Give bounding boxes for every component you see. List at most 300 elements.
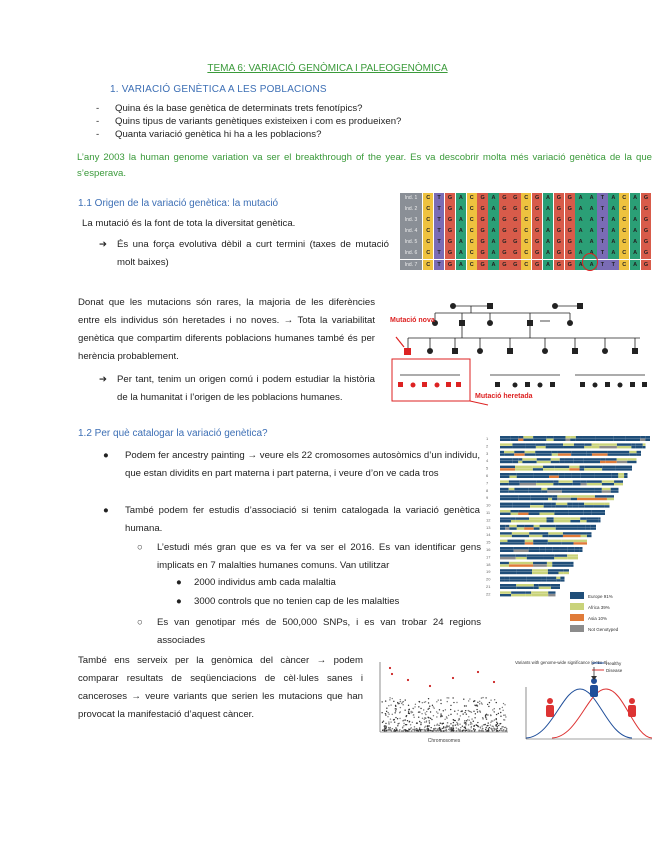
chromosome-segment [529,517,547,519]
chromosome-segment [540,525,556,527]
nucleotide: G [510,248,520,259]
manhattan-point [414,706,415,707]
nucleotide: T [597,226,607,237]
manhattan-point [409,721,410,722]
chromosome-segment [594,503,604,505]
chromosome-segment [500,535,512,537]
chromosome-number: 2 [486,443,489,449]
manhattan-point [424,721,425,722]
manhattan-point [462,713,463,714]
manhattan-significant-point [389,667,391,669]
nucleotide: G [565,193,575,204]
alignment-row-label: Ind. 4 [400,226,422,237]
chromosome-segment [569,466,579,468]
manhattan-point [473,721,474,722]
manhattan-point [477,722,478,723]
nucleotide: A [608,204,618,215]
manhattan-point [424,717,425,718]
manhattan-point [481,697,482,698]
manhattan-point [425,701,426,702]
alignment-row [400,237,652,248]
chromosome-segment [500,503,513,505]
manhattan-point [449,725,450,726]
chromosome-segment [552,564,570,566]
chromosome-segment [604,505,609,507]
chromosome-number: 21 [486,584,491,589]
bullet-ancestry: ● Podem fer ancestry painting → veure els 22 cromosomes autosòmics d’un individu, que estan dividits en part materna i part paterna, i veure d’on ve cada tros [103,447,480,483]
manhattan-point [403,725,404,726]
nucleotide: T [597,215,607,226]
dist-annotation: Variants with genome-wide significance (p<5e-8) [515,660,608,665]
chromosome-segment [600,461,606,463]
manhattan-point [470,727,471,728]
chromosome-segment [529,535,542,537]
section-heading-1: 1. VARIACIÓ GENÈTICA A LES POBLACIONS [110,84,327,95]
chromosome-segment [637,451,641,453]
manhattan-point [444,719,445,720]
manhattan-point [395,727,396,728]
chromosome-segment [530,503,544,505]
chromosome-segment [569,468,579,470]
chromosome-segment [583,458,600,460]
manhattan-point [489,727,490,728]
manhattan-point [457,710,458,711]
chromosome-segment [500,436,511,438]
manhattan-point [426,720,427,721]
manhattan-point [429,706,430,707]
chromosome-segment [560,577,564,579]
manhattan-point [418,711,419,712]
legend-label: Europe 91% [588,594,613,599]
nucleotide: G [499,248,509,259]
nucleotide: A [456,204,466,215]
chromosome-segment [531,498,544,500]
chromosome-number: 9 [486,495,489,501]
chromosome-segment [500,451,504,453]
chromosome-segment [570,517,580,519]
manhattan-point [430,711,431,712]
manhattan-point [387,716,388,717]
manhattan-point [435,730,436,731]
chromosome-segment [537,461,551,463]
chromosome-segment [512,532,529,534]
mutation-highlight-circle [582,253,598,271]
chromosome-segment [602,468,615,470]
chromosome-segment [514,488,528,490]
chromosome-segment [535,451,552,453]
nucleotide: G [565,248,575,259]
chromosome-segment [599,443,617,445]
nucleotide: G [641,248,651,259]
manhattan-point [494,699,495,700]
chromosome-segment [539,547,545,549]
manhattan-point [496,719,497,720]
chromosome-segment [540,527,556,529]
chromosome-segment [627,458,636,460]
nucleotide: C [423,215,433,226]
manhattan-point [436,701,437,702]
chromosome-segment [537,458,551,460]
chromosome-segment [520,480,536,482]
manhattan-point [385,723,386,724]
chromosome-segment [607,495,614,497]
nucleotide: A [456,248,466,259]
manhattan-point [389,697,390,698]
chromosome-segment [515,517,529,519]
chromosome-segment [511,594,526,596]
chromosome-segment [516,587,534,589]
manhattan-point [468,716,469,717]
nucleotide: A [575,260,585,271]
manhattan-point [477,702,478,703]
chromosome-segment [567,557,578,559]
manhattan-point [462,730,463,731]
chromosome-segment [520,483,536,485]
chromosome-segment [614,439,626,441]
manhattan-point [442,728,443,729]
manhattan-point [460,730,461,731]
chromosome-segment [500,527,505,529]
chromosome-segment [511,591,526,593]
nucleotide: G [477,215,487,226]
manhattan-point [468,724,469,725]
mutation-line: La mutació és la font de tota la diversitat genètica. [82,218,296,229]
manhattan-point [448,715,449,716]
manhattan-point [416,728,417,729]
chromosome-segment [595,476,612,478]
manhattan-point [454,710,455,711]
chromosome-number: 5 [486,465,489,471]
manhattan-point [467,730,468,731]
manhattan-point [464,720,465,721]
nucleotide: C [467,226,477,237]
manhattan-point [481,725,482,726]
nucleotide: C [423,193,433,204]
chromosome-segment [522,461,536,463]
manhattan-point [452,730,453,731]
chromosome-segment [591,527,596,529]
manhattan-point [500,716,501,717]
manhattan-point [395,706,396,707]
chromosome-segment [536,480,553,482]
chromosome-segment [518,439,523,441]
chromosome-segment [567,554,578,556]
manhattan-point [414,726,415,727]
manhattan-point [501,728,502,729]
manhattan-point [497,728,498,729]
manhattan-point [466,713,467,714]
chromosome-segment [576,439,583,441]
chromosome-segment [554,554,567,556]
manhattan-point [427,730,428,731]
manhattan-point [476,709,477,710]
chromosome-segment [573,505,579,507]
chromosome-number: 13 [486,524,491,530]
manhattan-point [390,727,391,728]
chromosome-segment [611,476,618,478]
chromosome-segment [548,591,555,593]
manhattan-point [445,709,446,710]
chromosome-segment [510,577,527,579]
chromosome-segment [565,461,573,463]
nucleotide: C [521,215,531,226]
chromosome-segment [562,488,578,490]
manhattan-point [455,724,456,725]
manhattan-point [391,730,392,731]
chromosome-segment [583,461,600,463]
manhattan-point [396,708,397,709]
nucleotide: G [641,193,651,204]
nucleotide: G [499,237,509,248]
nucleotide: C [467,215,477,226]
chromosome-segment [571,495,577,497]
chromosome-segment [509,525,516,527]
chromosome-segment [556,577,560,579]
manhattan-point [440,723,441,724]
alignment-row [400,193,652,204]
nucleotide: A [488,237,498,248]
manhattan-point [382,722,383,723]
manhattan-point [434,725,435,726]
chromosome-segment [554,436,566,438]
chromosome-segment [625,439,640,441]
nucleotide: A [586,237,596,248]
chromosome-segment [572,476,581,478]
chromosome-segment [547,577,557,579]
chromosome-segment [548,569,559,571]
chromosome-segment [640,439,645,441]
manhattan-point [394,712,395,713]
circle-bullet-icon: ○ [137,617,143,628]
manhattan-point [460,715,461,716]
nucleotide: G [554,237,564,248]
chromosome-number: 11 [486,510,491,515]
chromosome-segment [583,439,596,441]
manhattan-point [504,719,505,720]
chromosome-segment [541,579,547,581]
manhattan-significant-point [452,677,454,679]
chromosome-segment [539,550,545,552]
manhattan-point [422,718,423,719]
chromosome-segment [547,562,552,564]
manhattan-point [479,730,480,731]
manhattan-point [452,697,453,698]
chromosome-segment [584,466,602,468]
nucleotide: G [445,248,455,259]
chromosome-segment [554,439,566,441]
chromosome-segment [592,443,600,445]
chromosome-segment [544,557,555,559]
manhattan-point [452,725,453,726]
chromosome-segment [554,510,568,512]
manhattan-point [473,701,474,702]
manhattan-point [438,725,439,726]
chromosome-segment [500,564,509,566]
chromosome-segment [564,569,569,571]
chromosome-segment [544,503,551,505]
manhattan-point [415,704,416,705]
manhattan-point [440,699,441,700]
manhattan-point [487,730,488,731]
manhattan-point [421,713,422,714]
manhattan-point [492,720,493,721]
nucleotide: G [445,215,455,226]
pedigree-diagram [380,297,655,417]
ancestry-painting-figure [484,434,654,644]
manhattan-point [450,729,451,730]
chromosome-segment [627,468,632,470]
chromosome-segment [570,520,580,522]
manhattan-point [436,711,437,712]
chromosome-segment [592,446,600,448]
chromosome-segment [500,569,517,571]
manhattan-point [424,712,425,713]
chromosome-segment [557,495,570,497]
chromosome-segment [555,466,570,468]
chromosome-segment [543,535,549,537]
manhattan-point [385,700,386,701]
chromosome-segment [514,453,524,455]
manhattan-point [506,728,507,729]
manhattan-point [482,718,483,719]
nucleotide: C [467,248,477,259]
chromosome-segment [511,517,515,519]
chromosome-segment [500,513,511,515]
chromosome-segment [554,517,571,519]
nucleotide: T [434,215,444,226]
chromosome-segment [559,473,564,475]
chromosome-segment [583,510,591,512]
bullet-association: ● També podem fer estudis d’associació si tenim catalogada la variació genètica humana. [103,502,480,538]
manhattan-point [388,727,389,728]
manhattan-point [463,699,464,700]
chromosome-segment [516,554,527,556]
chromosome-segment [539,587,551,589]
chromosome-segment [515,466,533,468]
nucleotide: G [510,226,520,237]
manhattan-point [384,730,385,731]
chromosome-segment [500,490,509,492]
chromosome-segment [547,488,562,490]
chromosome-segment [571,451,587,453]
chromosome-segment [500,453,504,455]
chromosome-segment [526,579,541,581]
chromosome-segment [529,513,540,515]
alignment-row-label: Ind. 2 [400,204,422,215]
manhattan-point [465,705,466,706]
manhattan-point [503,729,504,730]
nucleotide: T [608,260,618,271]
chromosome-segment [526,443,536,445]
manhattan-point [494,708,495,709]
manhattan-point [408,713,409,714]
nucleotide: C [467,260,477,271]
alignment-row-label: Ind. 1 [400,193,422,204]
manhattan-point [430,718,431,719]
legend-swatch [570,592,584,599]
chromosome-segment [531,594,548,596]
chromosome-segment [548,498,552,500]
manhattan-point [461,711,462,712]
chromosome-segment [608,451,619,453]
nucleotide: T [597,260,607,271]
arrow-icon: ➔ [99,374,108,385]
chromosome-number: 8 [486,487,489,493]
nucleotide: A [488,260,498,271]
chromosome-segment [525,540,533,542]
chromosome-segment [618,473,624,475]
chromosome-segment [511,520,515,522]
legend-disease: Disease [606,668,623,673]
nucleotide: T [597,237,607,248]
manhattan-point [465,730,466,731]
nucleotide: G [641,237,651,248]
nucleotide: A [488,215,498,226]
chromosome-segment [517,572,532,574]
chromosome-segment [607,498,614,500]
manhattan-point [482,697,483,698]
chromosome-segment [578,525,585,527]
manhattan-point [491,728,492,729]
chromosome-segment [533,564,547,566]
nucleotide: G [554,215,564,226]
manhattan-point [502,707,503,708]
chromosome-segment [545,547,552,549]
nucleotide: A [608,226,618,237]
chromosome-segment [518,513,528,515]
manhattan-point [464,712,465,713]
chromosome-segment [636,446,643,448]
nucleotide: G [445,237,455,248]
manhattan-point [504,704,505,705]
chromosome-segment [564,473,572,475]
alignment-row [400,215,652,226]
legend-label: Not Genotyped [588,627,619,632]
chromosome-number: 7 [486,480,489,486]
chromosome-segment [529,488,542,490]
chromosome-segment [517,525,524,527]
chromosome-segment [587,451,592,453]
manhattan-point [418,730,419,731]
chromosome-segment [547,517,554,519]
chromosome-segment [500,525,505,527]
manhattan-point [402,730,403,731]
chromosome-segment [580,547,583,549]
manhattan-point [422,702,423,703]
manhattan-point [397,725,398,726]
chromosome-segment [549,476,559,478]
chromosome-segment [546,439,553,441]
manhattan-point [505,716,506,717]
chromosome-segment [500,495,510,497]
chromosome-segment [584,443,591,445]
chromosome-segment [594,505,604,507]
question-list [96,102,401,141]
manhattan-point [457,724,458,725]
manhattan-point [446,730,447,731]
nucleotide: T [434,248,444,259]
chromosome-segment [570,439,576,441]
manhattan-point [440,715,441,716]
nucleotide: C [423,260,433,271]
chromosome-segment [570,562,573,564]
manhattan-point [456,727,457,728]
chromosome-segment [596,439,614,441]
manhattan-point [407,730,408,731]
nucleotide: A [575,248,585,259]
chromosome-segment [568,550,574,552]
chromosome-segment [627,461,636,463]
